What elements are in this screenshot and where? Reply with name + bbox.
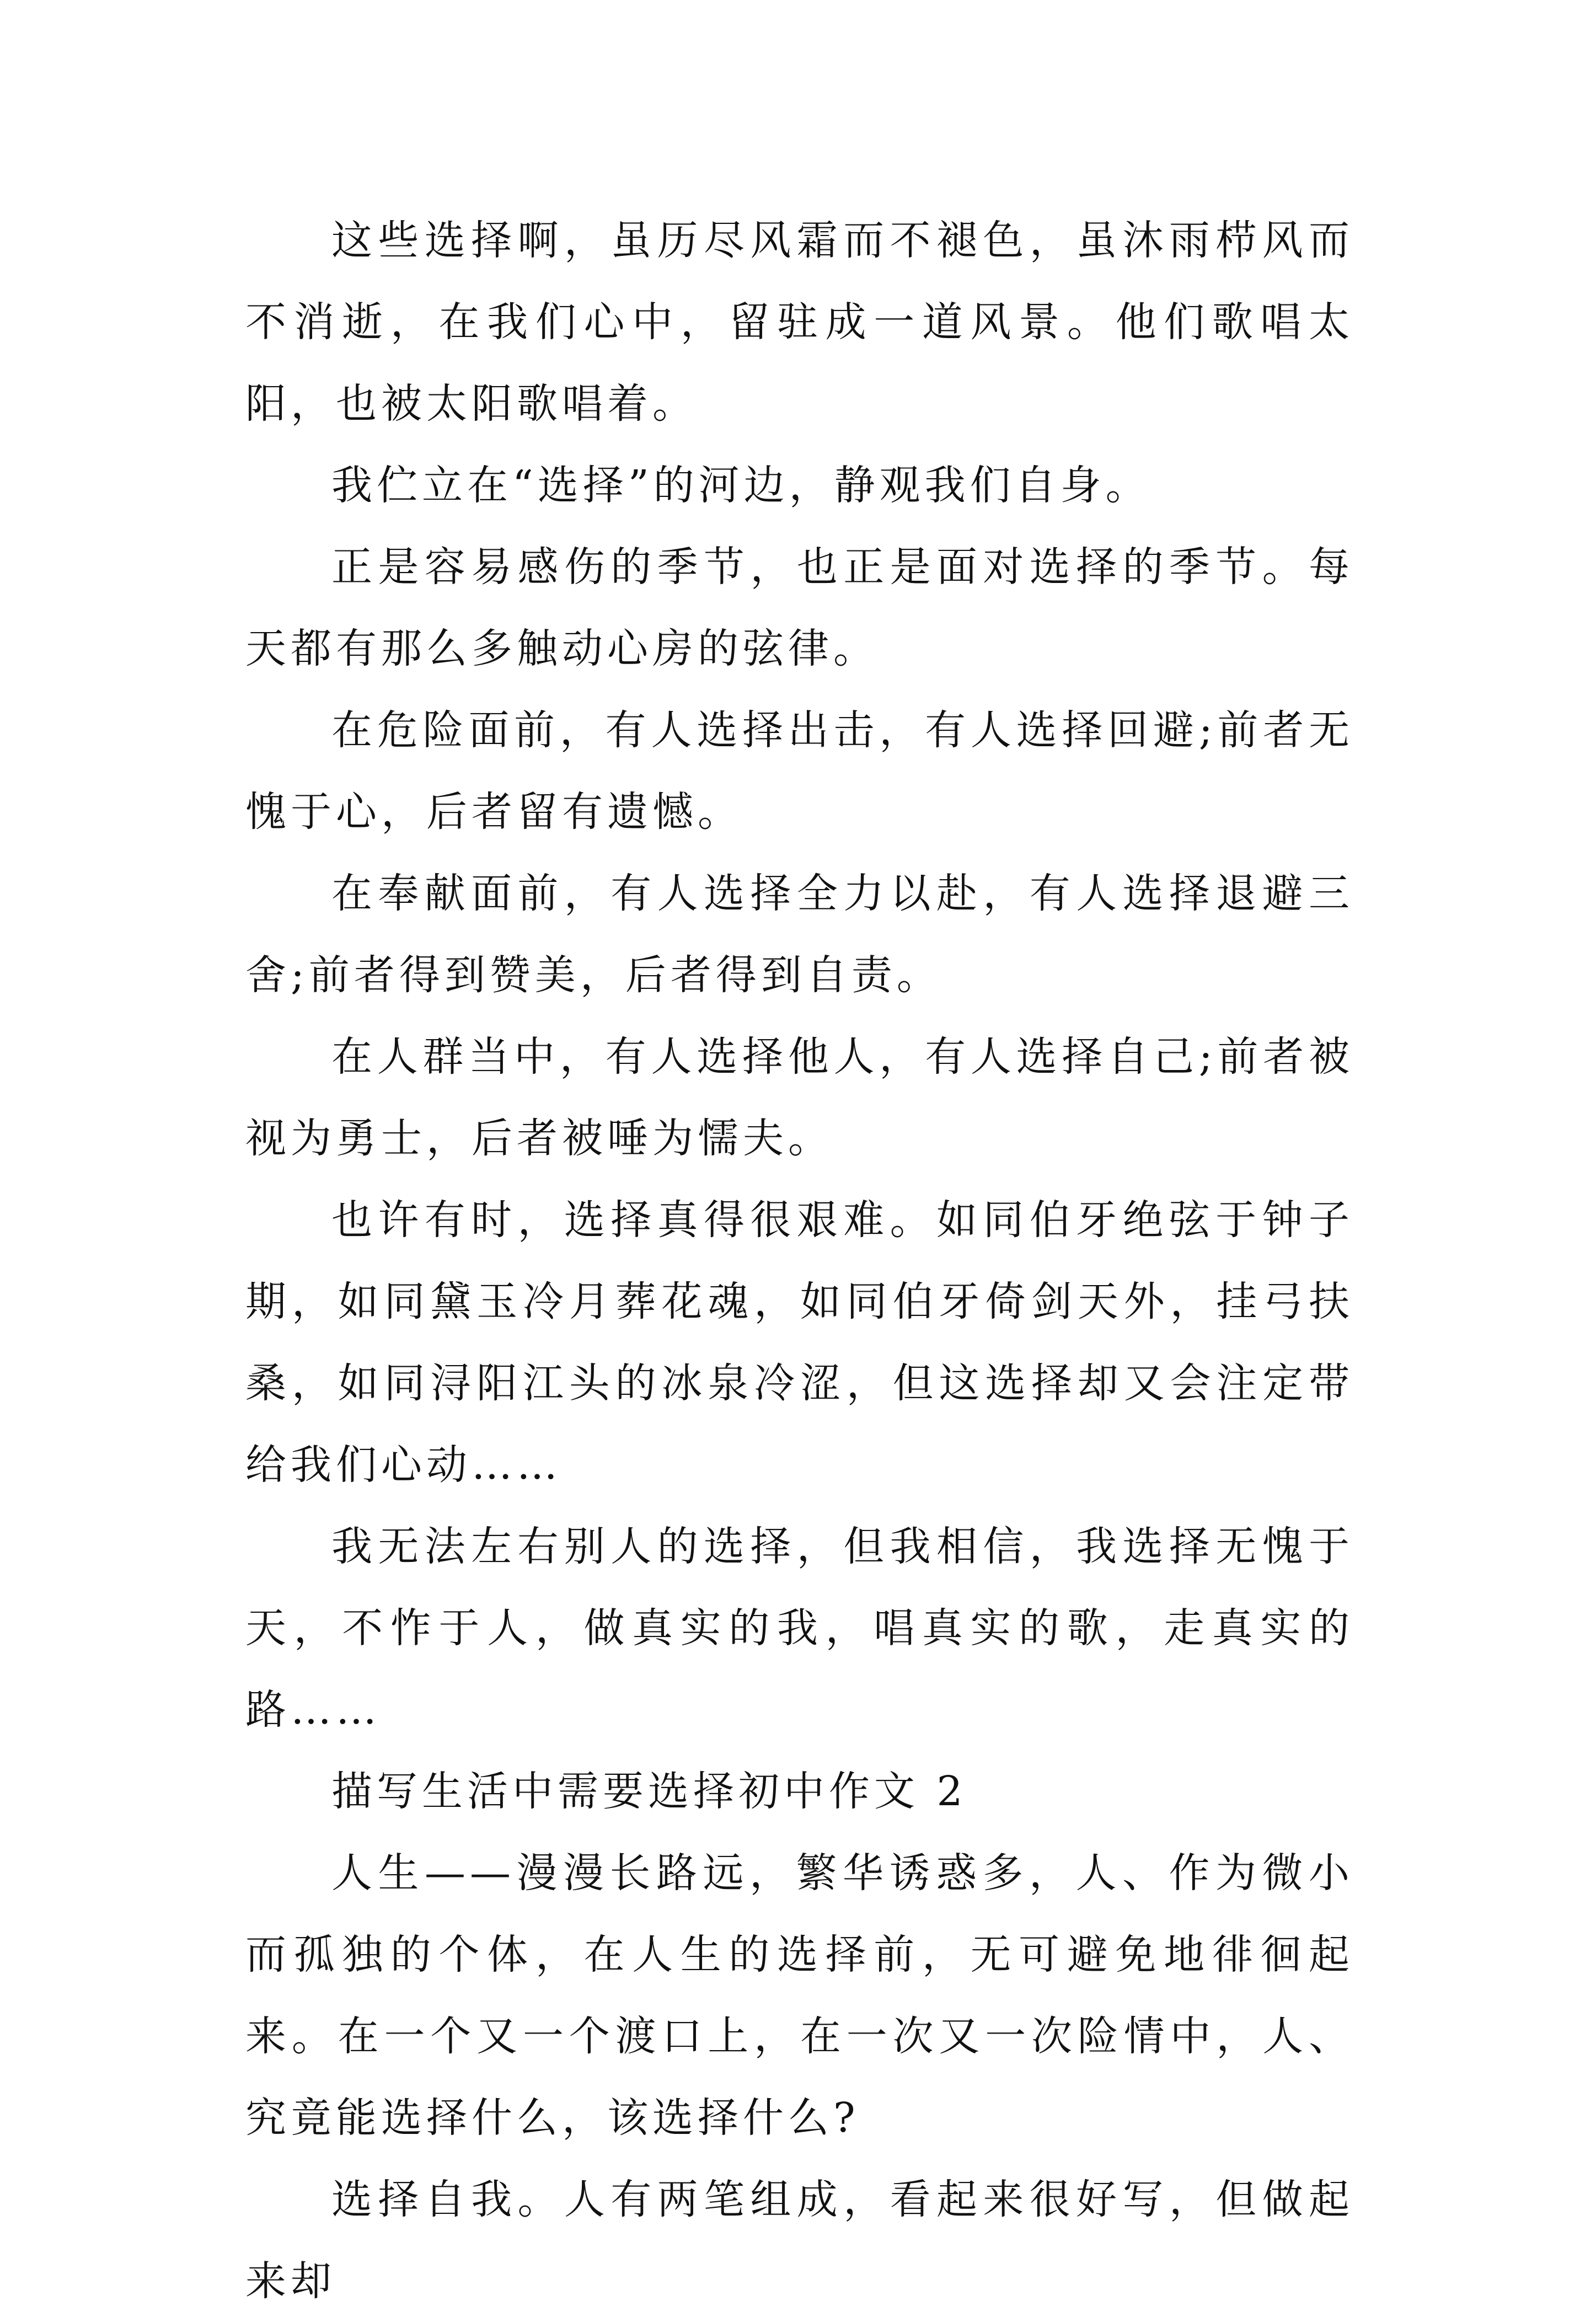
document-body [245, 200, 1354, 2322]
paragraph-8: 我无法左右别人的选择，但我相信，我选择无愧于天，不怍于人，做真实的我，唱真实的歌，走真实的路…… [245, 1523, 1354, 1734]
paragraph-9: 人生——漫漫长路远，繁华诱惑多，人、作为微小而孤独的个体，在人生的选择前，无可避免地徘徊起来。在一个又一个渡口上，在一次又一次险情中，人、究竟能选择什么，该选择什么? [245, 1849, 1354, 2142]
paragraph-2: 我伫立在“选择”的河边，静观我们自身。 [331, 462, 1151, 509]
paragraph-1: 这些选择啊，虽历尽风霜而不褪色，虽沐雨栉风而不消逝，在我们心中，留驻成一道风景。他们歌唱太阳，也被太阳歌唱着。 [245, 217, 1354, 427]
paragraph-7: 也许有时，选择真得很艰难。如同伯牙绝弦于钟子期，如同黛玉冷月葬花魂，如同伯牙倚剑天外，挂弓扶桑，如同浔阳江头的冰泉冷涩，但这选择却又会注定带给我们心动…… [245, 1196, 1354, 1489]
section-heading: 描写生活中需要选择初中作文 2 [331, 1768, 967, 1815]
paragraph-10: 选择自我。人有两笔组成，看起来很好写，但做起来却 [245, 2176, 1354, 2305]
paragraph-6: 在人群当中，有人选择他人，有人选择自己;前者被视为勇士，后者被唾为懦夫。 [245, 1033, 1354, 1162]
paragraph-3: 正是容易感伤的季节，也正是面对选择的季节。每天都有那么多触动心房的弦律。 [245, 543, 1354, 672]
paragraph-5: 在奉献面前，有人选择全力以赴，有人选择退避三舍;前者得到赞美，后者得到自责。 [245, 870, 1354, 999]
paragraph-4: 在危险面前，有人选择出击，有人选择回避;前者无愧于心，后者留有遗憾。 [245, 707, 1354, 836]
